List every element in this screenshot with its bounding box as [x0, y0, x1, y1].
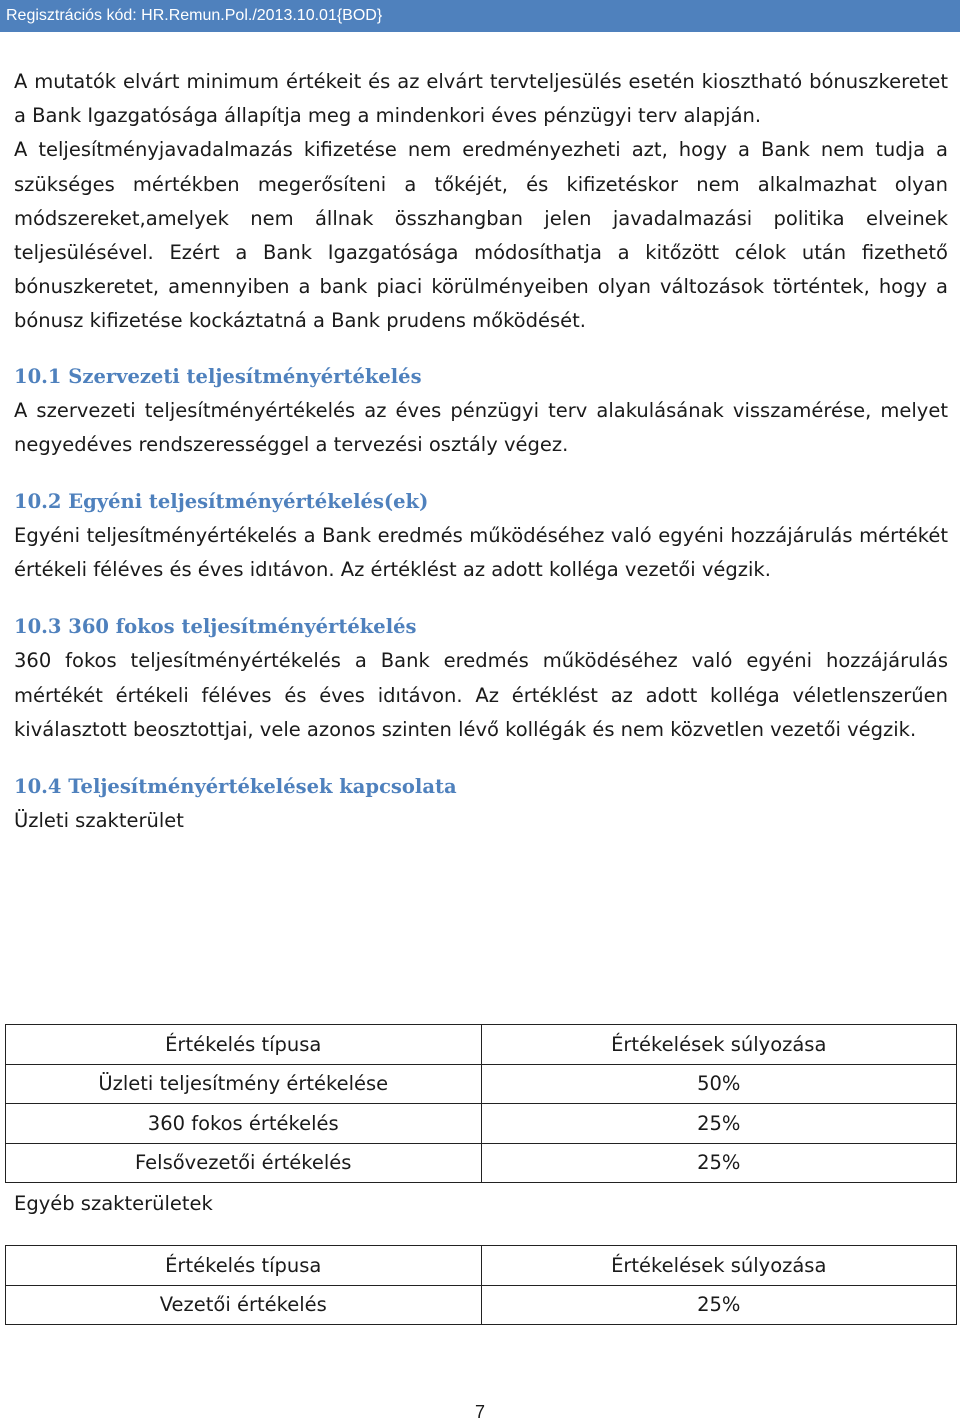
table-header-cell: Értékelések súlyozása — [481, 1246, 957, 1286]
table-row — [6, 1064, 957, 1104]
table-header-row — [6, 1246, 957, 1286]
business-area-label: Üzleti szakterület — [14, 809, 184, 833]
section-text-10-1: A szervezeti teljesítményértékelés az éves pénzügyi terv alakulásának visszamérése, melyet negyedéves rendszerességgel a tervezési osztály végez. — [14, 398, 948, 456]
section-text-10-2: Egyéni teljesítményértékelés a Bank eredmés működéséhez való egyéni hozzájárulás mértékét értékeli féléves és éves idıtávon. Az értéklést az adott kolléga vezetői végzik. — [14, 524, 948, 582]
table-cell: Felsővezetői értékelés — [6, 1143, 482, 1183]
table-header-cell: Értékelés típusa — [6, 1025, 482, 1065]
section-heading-10-2: 10.2 Egyéni teljesítményértékelés(ek) — [14, 490, 429, 514]
table-header-cell: Értékelés típusa — [6, 1246, 482, 1286]
table-row — [6, 1285, 957, 1325]
table-cell: 25% — [481, 1143, 957, 1183]
section-text-10-3: 360 fokos teljesítményértékelés a Bank eredmés működéséhez való egyéni hozzájárulás mértékét értékeli féléves és éves idıtávon. Az értéklést az adott kolléga véletlenszerűen kiválasztott beosztottjai, vele azonos szinten lévő kollégák és nem közvetlen vezetői végzik. — [14, 649, 948, 741]
table-cell: 25% — [481, 1104, 957, 1144]
registration-code: Regisztrációs kód: HR.Remun.Pol./2013.10.01{BOD} — [6, 7, 383, 24]
business-weights-table — [5, 1024, 957, 1183]
section-heading-10-3: 10.3 360 fokos teljesítményértékelés — [14, 615, 417, 639]
table-cell: 25% — [481, 1285, 957, 1325]
other-weights-table — [5, 1245, 957, 1325]
section-heading-10-4: 10.4 Teljesítményértékelések kapcsolata — [14, 775, 457, 799]
payout-paragraph: A teljesítményjavadalmazás kifizetése nem eredményezheti azt, hogy a Bank nem tudja a szükséges mértékben megerősíteni a tőkéjét, és kifizetéskor nem alkalmazhat olyan módszereket,amelyek nem állnak összhangban jelen javadalmazási politika elveinek teljesülésével. Ezért a Bank Igazgatósága módosíthatja a kitőzött célok után fizethető bónuszkeretet, amennyiben a bank piaci körülményeiben olyan változások történtek, hogy a bónusz kifizetése kockáztatná a Bank prudens mőködését. — [14, 138, 948, 333]
document-body — [14, 65, 948, 838]
table-header-row — [6, 1025, 957, 1065]
table-header-cell: Értékelések súlyozása — [481, 1025, 957, 1065]
table-cell: 50% — [481, 1064, 957, 1104]
intro-paragraph: A mutatók elvárt minimum értékeit és az elvárt tervteljesülés esetén kiosztható bónuszkeretet a Bank Igazgatósága állapítja meg a mindenkori éves pénzügyi terv alapján. — [14, 70, 948, 128]
table-cell: Vezetői értékelés — [6, 1285, 482, 1325]
table-cell: Üzleti teljesítmény értékelése — [6, 1064, 482, 1104]
table-row — [6, 1143, 957, 1183]
other-areas-label: Egyéb szakterületek — [14, 1192, 213, 1215]
table-row — [6, 1104, 957, 1144]
table-cell: 360 fokos értékelés — [6, 1104, 482, 1144]
page-number: 7 — [474, 1402, 485, 1422]
section-heading-10-1: 10.1 Szervezeti teljesítményértékelés — [14, 364, 422, 388]
document-header — [0, 0, 960, 32]
